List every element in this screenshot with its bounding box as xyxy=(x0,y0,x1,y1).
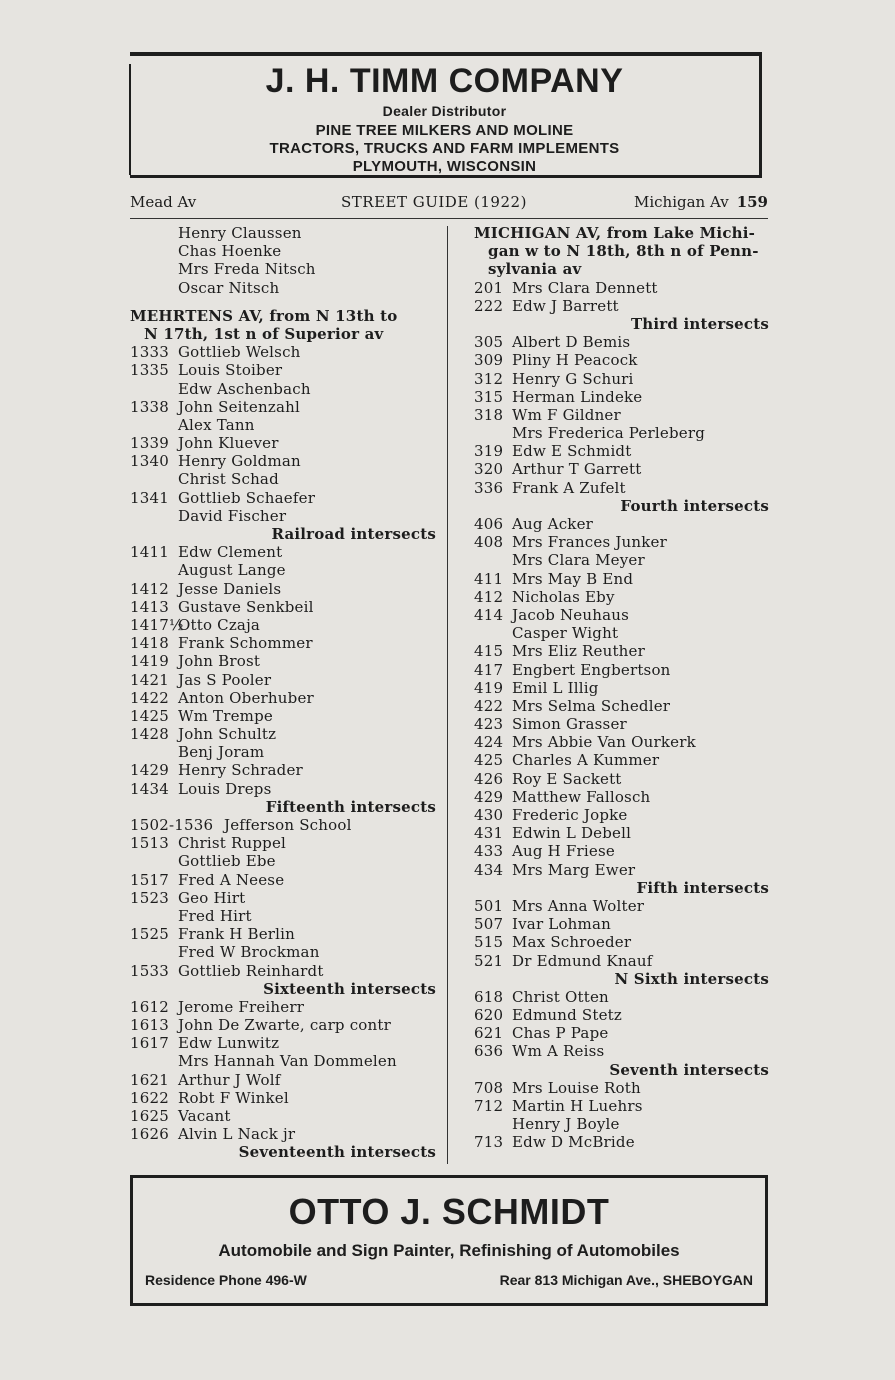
directory-entry xyxy=(474,933,769,951)
ad-address: Rear 813 Michigan Ave., SHEBOYGAN xyxy=(499,1272,753,1288)
house-number: 411 xyxy=(474,569,504,588)
street-heading: MEHRTENS AV, from N 13th to xyxy=(130,306,398,325)
resident-name: Henry Goldman xyxy=(178,452,301,471)
house-number: 507 xyxy=(474,915,504,934)
resident-name: Henry Schrader xyxy=(178,761,303,780)
resident-name: Mrs Louise Roth xyxy=(512,1078,641,1097)
header-right xyxy=(634,192,768,212)
directory-entry xyxy=(130,361,436,379)
ad-company-name: J. H. TIMM COMPANY xyxy=(265,62,624,100)
house-number: 618 xyxy=(474,987,504,1006)
resident-name: Aug H Friese xyxy=(512,842,615,861)
resident-name: Mrs May B End xyxy=(512,569,634,588)
directory-entry xyxy=(130,671,436,689)
directory-entry xyxy=(474,1115,769,1133)
house-number: 1417½ xyxy=(130,615,184,634)
directory-entry xyxy=(474,770,769,788)
resident-name: Frank A Zufelt xyxy=(512,478,626,497)
ad-tagline: Automobile and Sign Painter, Refinishing of Automobiles xyxy=(218,1241,680,1260)
house-number: 1626 xyxy=(130,1125,169,1144)
resident-name: David Fischer xyxy=(178,506,287,525)
directory-entry xyxy=(130,279,436,297)
resident-name: Casper Wight xyxy=(512,624,619,643)
resident-name: Mrs Marg Ewer xyxy=(512,860,636,879)
house-number: 1621 xyxy=(130,1070,169,1089)
directory-entry xyxy=(474,842,769,860)
header-title: STREET GUIDE (1922) xyxy=(341,193,527,211)
resident-name: John De Zwarte, carp contr xyxy=(178,1016,391,1035)
resident-name: Edmund Stetz xyxy=(512,1006,622,1025)
house-number: 1341 xyxy=(130,488,169,507)
column-divider xyxy=(447,226,448,1164)
resident-name: Fred Hirt xyxy=(178,906,252,925)
directory-entry xyxy=(130,707,436,725)
resident-name: Herman Lindeke xyxy=(512,387,643,406)
resident-name: Henry G Schuri xyxy=(512,369,634,388)
street-heading: gan w to N 18th, 8th n of Penn- xyxy=(488,242,759,261)
resident-name: Fred A Neese xyxy=(178,870,285,889)
intersection-label: Sixteenth intersects xyxy=(263,979,436,998)
resident-name: Christ Ruppel xyxy=(178,834,287,853)
resident-name: Henry Claussen xyxy=(178,224,302,242)
directory-entry xyxy=(130,943,436,961)
resident-name: Gottlieb Ebe xyxy=(178,852,276,871)
ad-line-3: PLYMOUTH, WISCONSIN xyxy=(352,158,537,175)
resident-name: Edw Lunwitz xyxy=(178,1034,280,1053)
resident-name: Roy E Sackett xyxy=(512,769,622,788)
directory-entry xyxy=(130,761,436,779)
house-number: 426 xyxy=(474,769,504,788)
resident-name: Chas Hoenke xyxy=(178,242,282,261)
directory-entry xyxy=(130,998,436,1016)
house-number: 1333 xyxy=(130,343,169,362)
resident-name: Matthew Fallosch xyxy=(512,787,651,806)
resident-name: Henry J Boyle xyxy=(512,1115,620,1134)
house-number: 430 xyxy=(474,806,504,824)
directory-entry xyxy=(474,442,769,460)
resident-name: Christ Otten xyxy=(512,987,609,1006)
directory-entry xyxy=(130,343,436,361)
resident-name: John Kluever xyxy=(178,434,279,453)
resident-name: Edw Clement xyxy=(178,543,283,562)
directory-entry xyxy=(130,616,436,634)
house-number: 431 xyxy=(474,824,504,843)
directory-entry xyxy=(474,533,769,551)
resident-name: Oscar Nitsch xyxy=(178,278,280,297)
directory-entry xyxy=(130,1089,436,1107)
house-number: 417 xyxy=(474,660,504,679)
left-column xyxy=(130,224,436,1162)
house-number: 1622 xyxy=(130,1088,169,1107)
resident-name: Wm A Reiss xyxy=(512,1042,605,1061)
directory-entry xyxy=(130,1034,436,1052)
house-number: 1422 xyxy=(130,688,169,707)
resident-name: Otto Czaja xyxy=(178,615,261,634)
timm-company-ad xyxy=(130,52,762,178)
directory-entry xyxy=(130,834,436,852)
directory-entry xyxy=(474,861,769,879)
directory-entry xyxy=(130,242,436,260)
resident-name: Mrs Freda Nitsch xyxy=(178,260,316,279)
directory-entry xyxy=(130,1016,436,1034)
house-number: 415 xyxy=(474,642,504,661)
house-number: 501 xyxy=(474,896,504,915)
resident-name: Vacant xyxy=(178,1107,231,1125)
directory-entry xyxy=(474,897,769,915)
directory-entry xyxy=(130,380,436,398)
directory-entry xyxy=(474,751,769,769)
house-number: 336 xyxy=(474,478,504,497)
directory-entry xyxy=(474,551,769,569)
resident-name: Frank H Berlin xyxy=(178,925,296,944)
house-number: 222 xyxy=(474,296,504,315)
house-number: 419 xyxy=(474,678,504,697)
directory-entry xyxy=(130,434,436,452)
ad-line-1: PINE TREE MILKERS AND MOLINE xyxy=(315,122,574,139)
directory-entry xyxy=(130,780,436,798)
house-number: 1612 xyxy=(130,997,169,1016)
directory-entry xyxy=(474,952,769,970)
directory-entry xyxy=(130,598,436,616)
directory-entry xyxy=(474,1133,769,1151)
resident-name: Geo Hirt xyxy=(178,888,246,907)
directory-entry xyxy=(474,424,769,442)
resident-name: Wm F Gildner xyxy=(512,405,621,424)
resident-name: Mrs Anna Wolter xyxy=(512,896,645,915)
resident-name: Edwin L Debell xyxy=(512,824,632,843)
house-number: 309 xyxy=(474,351,504,370)
house-number: 305 xyxy=(474,333,504,352)
resident-name: Edw Aschenbach xyxy=(178,379,311,398)
header-left-street: Mead Av xyxy=(130,193,197,211)
directory-entry xyxy=(474,388,769,406)
resident-name: Arthur T Garrett xyxy=(512,460,642,479)
resident-name: Mrs Abbie Van Ourkerk xyxy=(512,733,696,752)
directory-entry xyxy=(130,852,436,870)
street-heading: MICHIGAN AV, from Lake Michi- xyxy=(474,224,756,242)
resident-name: Mrs Hannah Van Dommelen xyxy=(178,1052,397,1071)
directory-entry xyxy=(474,479,769,497)
directory-entry xyxy=(130,398,436,416)
house-number: 521 xyxy=(474,951,504,970)
house-number: 621 xyxy=(474,1024,504,1043)
directory-entry xyxy=(474,715,769,733)
house-number: 406 xyxy=(474,515,504,533)
house-number: 414 xyxy=(474,605,504,624)
resident-name: Chas P Pape xyxy=(512,1024,609,1043)
resident-name: Frank Schommer xyxy=(178,634,313,653)
directory-entry xyxy=(130,1052,436,1070)
directory-entry xyxy=(474,588,769,606)
resident-name: Mrs Frances Junker xyxy=(512,533,667,552)
directory-entry xyxy=(474,788,769,806)
directory-entry xyxy=(130,260,436,278)
directory-entry xyxy=(130,1107,436,1125)
directory-entry xyxy=(474,570,769,588)
house-number: 312 xyxy=(474,369,504,388)
schmidt-ad xyxy=(130,1175,768,1306)
resident-name: Edw J Barrett xyxy=(512,296,619,315)
house-number: 1533 xyxy=(130,961,169,980)
ad-subtitle: Dealer Distributor xyxy=(382,103,507,119)
intersection-label: Third intersects xyxy=(630,314,769,333)
directory-entry xyxy=(130,816,436,834)
directory-entry xyxy=(474,697,769,715)
directory-entry xyxy=(474,624,769,642)
resident-name: Edw E Schmidt xyxy=(512,442,632,461)
directory-entry xyxy=(130,507,436,525)
house-number: 1425 xyxy=(130,706,169,725)
directory-entry xyxy=(130,452,436,470)
directory-entry xyxy=(130,689,436,707)
resident-name: Anton Oberhuber xyxy=(178,688,314,707)
directory-entry xyxy=(130,907,436,925)
directory-entry xyxy=(474,351,769,369)
intersection-label: N Sixth intersects xyxy=(614,969,769,988)
house-number: 1517 xyxy=(130,870,169,889)
intersection-label: Fourth intersects xyxy=(620,496,769,515)
intersection-label: Railroad intersects xyxy=(271,525,436,543)
street-heading: N 17th, 1st n of Superior av xyxy=(144,324,384,343)
house-number: 1617 xyxy=(130,1034,169,1053)
directory-entry xyxy=(130,489,436,507)
resident-name: Mrs Clara Meyer xyxy=(512,551,645,570)
ad-line-2: TRACTORS, TRUCKS AND FARM IMPLEMENTS xyxy=(269,140,620,157)
directory-entry xyxy=(474,1006,769,1024)
resident-name: John Schultz xyxy=(178,725,277,744)
house-number: 708 xyxy=(474,1078,504,1097)
directory-entry xyxy=(130,725,436,743)
house-number: 412 xyxy=(474,587,504,606)
directory-entry xyxy=(474,733,769,751)
directory-entry xyxy=(130,1071,436,1089)
directory-entry xyxy=(474,460,769,478)
section-gap xyxy=(130,297,436,307)
directory-entry xyxy=(474,988,769,1006)
directory-entry xyxy=(130,871,436,889)
house-number: 620 xyxy=(474,1006,504,1025)
house-number: 1434 xyxy=(130,779,169,798)
directory-entry xyxy=(474,1079,769,1097)
resident-name: Christ Schad xyxy=(178,470,279,489)
resident-name: Alex Tann xyxy=(178,415,255,434)
ad-business-name: OTTO J. SCHMIDT xyxy=(288,1191,610,1232)
house-number: 1613 xyxy=(130,1016,169,1035)
resident-name: Gottlieb Reinhardt xyxy=(178,961,324,980)
street-heading: sylvania av xyxy=(488,260,582,279)
directory-entry xyxy=(474,1097,769,1115)
house-number: 319 xyxy=(474,442,504,461)
directory-entry xyxy=(474,642,769,660)
house-number: 1411 xyxy=(130,543,169,562)
resident-name: Martin H Luehrs xyxy=(512,1097,643,1115)
resident-name: Charles A Kummer xyxy=(512,751,660,770)
directory-entry xyxy=(474,406,769,424)
house-number: 1421 xyxy=(130,670,169,689)
directory-entry xyxy=(474,1042,769,1060)
ad-phone: Residence Phone 496-W xyxy=(145,1272,307,1288)
house-number: 712 xyxy=(474,1097,504,1115)
house-number: 1413 xyxy=(130,597,169,616)
right-column xyxy=(474,224,769,1152)
directory-entry xyxy=(130,416,436,434)
directory-entry xyxy=(474,606,769,624)
resident-name: Mrs Eliz Reuther xyxy=(512,642,645,661)
house-number: 320 xyxy=(474,460,504,479)
resident-name: Edw D McBride xyxy=(512,1133,635,1152)
resident-name: John Brost xyxy=(178,652,261,671)
house-number: 1502-1536 xyxy=(130,816,214,834)
resident-name: Frederic Jopke xyxy=(512,806,628,824)
house-number: 1340 xyxy=(130,452,169,471)
resident-name: Aug Acker xyxy=(512,515,594,533)
house-number: 433 xyxy=(474,842,504,861)
resident-name: Louis Stoiber xyxy=(178,361,283,380)
house-number: 713 xyxy=(474,1133,504,1152)
resident-name: Jacob Neuhaus xyxy=(512,605,629,624)
directory-entry xyxy=(130,580,436,598)
house-number: 1525 xyxy=(130,925,169,944)
house-number: 425 xyxy=(474,751,504,770)
house-number: 1625 xyxy=(130,1107,169,1125)
resident-name: Max Schroeder xyxy=(512,933,632,952)
house-number: 408 xyxy=(474,533,504,552)
house-number: 1419 xyxy=(130,652,169,671)
directory-entry xyxy=(130,470,436,488)
resident-name: Mrs Clara Dennett xyxy=(512,278,658,297)
directory-entry xyxy=(130,634,436,652)
directory-entry xyxy=(474,370,769,388)
house-number: 1339 xyxy=(130,434,169,453)
resident-name: Jas S Pooler xyxy=(178,670,272,689)
intersection-label: Seventh intersects xyxy=(609,1060,769,1079)
directory-entry xyxy=(474,515,769,533)
resident-name: Emil L Illig xyxy=(512,678,599,697)
intersection-label: Fifteenth intersects xyxy=(265,797,436,816)
directory-entry xyxy=(474,333,769,351)
directory-entry xyxy=(474,824,769,842)
directory-entry xyxy=(474,279,769,297)
resident-name: August Lange xyxy=(178,561,286,580)
house-number: 434 xyxy=(474,860,504,879)
directory-entry xyxy=(474,915,769,933)
running-header xyxy=(130,192,768,219)
directory-entry xyxy=(130,743,436,761)
page-number: 159 xyxy=(736,193,768,211)
intersection-label: Seventeenth intersects xyxy=(238,1143,436,1162)
resident-name: Louis Dreps xyxy=(178,779,272,798)
directory-entry xyxy=(130,224,436,242)
house-number: 1335 xyxy=(130,361,169,380)
directory-entry xyxy=(474,661,769,679)
resident-name: Dr Edmund Knauf xyxy=(512,951,653,970)
resident-name: Fred W Brockman xyxy=(178,943,320,962)
house-number: 315 xyxy=(474,387,504,406)
resident-name: Gottlieb Schaefer xyxy=(178,488,316,507)
directory-entry xyxy=(130,652,436,670)
resident-name: John Seitenzahl xyxy=(178,397,300,416)
directory-entry xyxy=(474,679,769,697)
resident-name: Benj Joram xyxy=(178,743,265,762)
resident-name: Ivar Lohman xyxy=(512,915,611,934)
resident-name: Arthur J Wolf xyxy=(178,1070,281,1089)
house-number: 1418 xyxy=(130,634,169,653)
house-number: 1338 xyxy=(130,397,169,416)
house-number: 424 xyxy=(474,733,504,752)
house-number: 1428 xyxy=(130,725,169,744)
house-number: 1513 xyxy=(130,834,169,853)
resident-name: Mrs Selma Schedler xyxy=(512,696,671,715)
house-number: 1429 xyxy=(130,761,169,780)
house-number: 1412 xyxy=(130,579,169,598)
directory-entry xyxy=(130,561,436,579)
intersection-label: Fifth intersects xyxy=(636,878,769,897)
resident-name: Gottlieb Welsch xyxy=(178,343,301,362)
house-number: 1523 xyxy=(130,888,169,907)
header-right-street: Michigan Av xyxy=(634,193,729,211)
directory-entry xyxy=(474,806,769,824)
resident-name: Engbert Engbertson xyxy=(512,660,671,679)
directory-entry xyxy=(130,962,436,980)
resident-name: Robt F Winkel xyxy=(178,1088,289,1107)
house-number: 422 xyxy=(474,696,504,715)
resident-name: Jesse Daniels xyxy=(178,579,282,598)
resident-name: Wm Trempe xyxy=(178,706,273,725)
resident-name: Gustave Senkbeil xyxy=(178,597,314,616)
directory-entry xyxy=(474,297,769,315)
resident-name: Mrs Frederica Perleberg xyxy=(512,424,706,443)
resident-name: Jefferson School xyxy=(224,816,352,834)
resident-name: Nicholas Eby xyxy=(512,587,615,606)
resident-name: Alvin L Nack jr xyxy=(178,1125,296,1144)
house-number: 318 xyxy=(474,405,504,424)
resident-name: Pliny H Peacock xyxy=(512,351,638,370)
resident-name: Simon Grasser xyxy=(512,715,627,734)
house-number: 636 xyxy=(474,1042,504,1061)
directory-entry xyxy=(130,925,436,943)
directory-entry xyxy=(130,543,436,561)
house-number: 423 xyxy=(474,715,504,734)
resident-name: Albert D Bemis xyxy=(512,333,631,352)
directory-entry xyxy=(474,1024,769,1042)
house-number: 429 xyxy=(474,787,504,806)
house-number: 515 xyxy=(474,933,504,952)
directory-entry xyxy=(130,889,436,907)
directory-entry xyxy=(130,1125,436,1143)
house-number: 201 xyxy=(474,278,504,297)
resident-name: Jerome Freiherr xyxy=(178,997,305,1016)
